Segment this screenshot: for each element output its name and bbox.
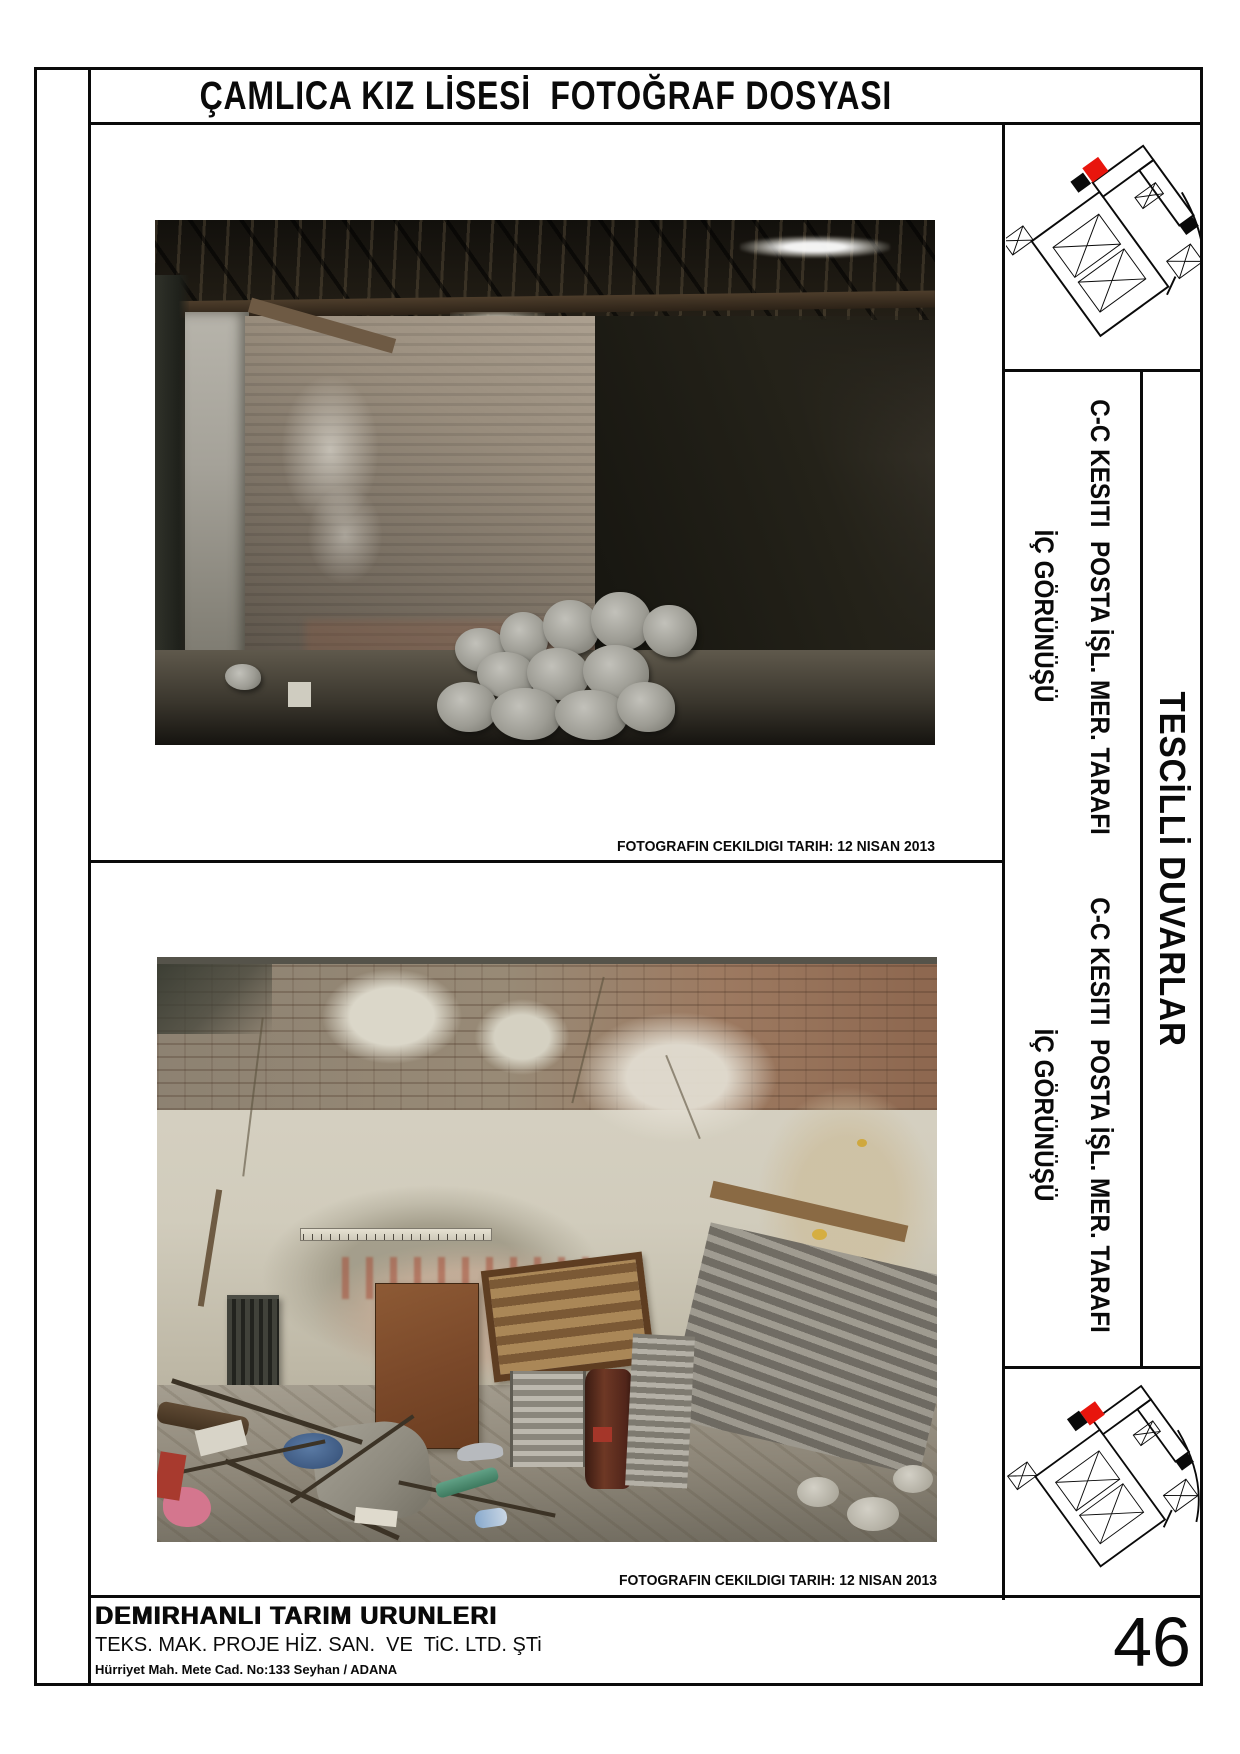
photo1-light-glow-2: [295, 470, 395, 600]
photo2-wooden-crate: [481, 1252, 655, 1383]
photo1-caption: FOTOGRAFIN CEKILDIGI TARIH: 12 NISAN 2013: [616, 838, 935, 855]
company-name: DEMIRHANLI TARIM URUNLERI: [95, 1602, 498, 1630]
site-plan-bottom: [1006, 1371, 1201, 1593]
annotation-photo1: [1003, 371, 1141, 862]
photo2-radiator-stack: [510, 1371, 586, 1467]
photo2-plaster-patch-top2: [472, 997, 572, 1077]
photo1-light-tube: [740, 236, 890, 258]
photo2-barrel-label: [593, 1427, 612, 1442]
photo2-ceiling-edge: [157, 957, 937, 964]
company-line2: TEKS. MAK. PROJE HİZ. SAN. VE TiC. LTD. ŞTi: [95, 1634, 542, 1656]
photo2-stone: [797, 1477, 839, 1507]
grid-line-footer-top: [89, 1595, 1203, 1598]
side-label: [1141, 371, 1203, 1368]
photo1-sack: [225, 664, 261, 690]
page-title: [89, 67, 1003, 125]
photo2-blue-basin: [283, 1433, 343, 1469]
footer-company-block: [95, 1602, 995, 1677]
photo2-yellow-spot: [857, 1139, 867, 1147]
photo2-ruler-ticks: [303, 1234, 487, 1240]
grid-line-left-column: [88, 67, 91, 1686]
photo-2-interior-plaster-wall: [157, 957, 937, 1542]
photo2-stone: [893, 1465, 933, 1493]
photo1-sack: [491, 688, 561, 740]
site-plan-top-drawing: [1006, 126, 1201, 368]
photo1-sack: [643, 605, 697, 657]
company-address: Hürriyet Mah. Mete Cad. No:133 Seyhan / ADANA: [95, 1662, 398, 1677]
photo1-white-box: [288, 682, 311, 707]
annotation2-line2: İÇ GÖRÜNÜŞÜ: [1029, 1028, 1059, 1202]
photo2-bright-patch: [577, 1012, 777, 1142]
photo2-radiator-stack: [625, 1333, 695, 1488]
annotation-photo2: [1003, 862, 1141, 1368]
photo2-caption: FOTOGRAFIN CEKILDIGI TARIH: 12 NISAN 2013: [618, 1572, 937, 1589]
page-title-text: ÇAMLICA KIZ LİSESİ FOTOĞRAF DOSYASI: [199, 73, 893, 118]
photo2-plaster-patch-top1: [322, 969, 462, 1064]
annotation1-line2: İÇ GÖRÜNÜŞÜ: [1029, 530, 1059, 703]
site-plan-bottom-drawing: [1006, 1371, 1201, 1593]
photo1-sack: [591, 592, 651, 650]
photo2-yellow-spot: [812, 1229, 827, 1240]
annotation1-line1: C-C KESITI POSTA İŞL. MER. TARAFI: [1085, 398, 1115, 835]
grid-line-panel-divider: [89, 860, 1002, 863]
photo1-sack: [437, 682, 497, 732]
photo1-sack: [555, 690, 627, 740]
photo2-stone: [847, 1497, 899, 1531]
side-label-text: TESCİLLİ DUVARLAR: [1152, 691, 1193, 1048]
photo2-measuring-ruler: [300, 1228, 492, 1241]
photo1-sack: [543, 600, 599, 654]
photo2-dark-corner: [157, 962, 272, 1034]
photo-1-interior-brick-hall: [155, 220, 935, 745]
page-number: 46: [1113, 1603, 1191, 1681]
photo1-sack: [617, 682, 675, 732]
annotation2-line1: C-C KESITI POSTA İŞL. MER. TARAFI: [1085, 897, 1115, 1333]
site-plan-top: [1006, 126, 1201, 368]
